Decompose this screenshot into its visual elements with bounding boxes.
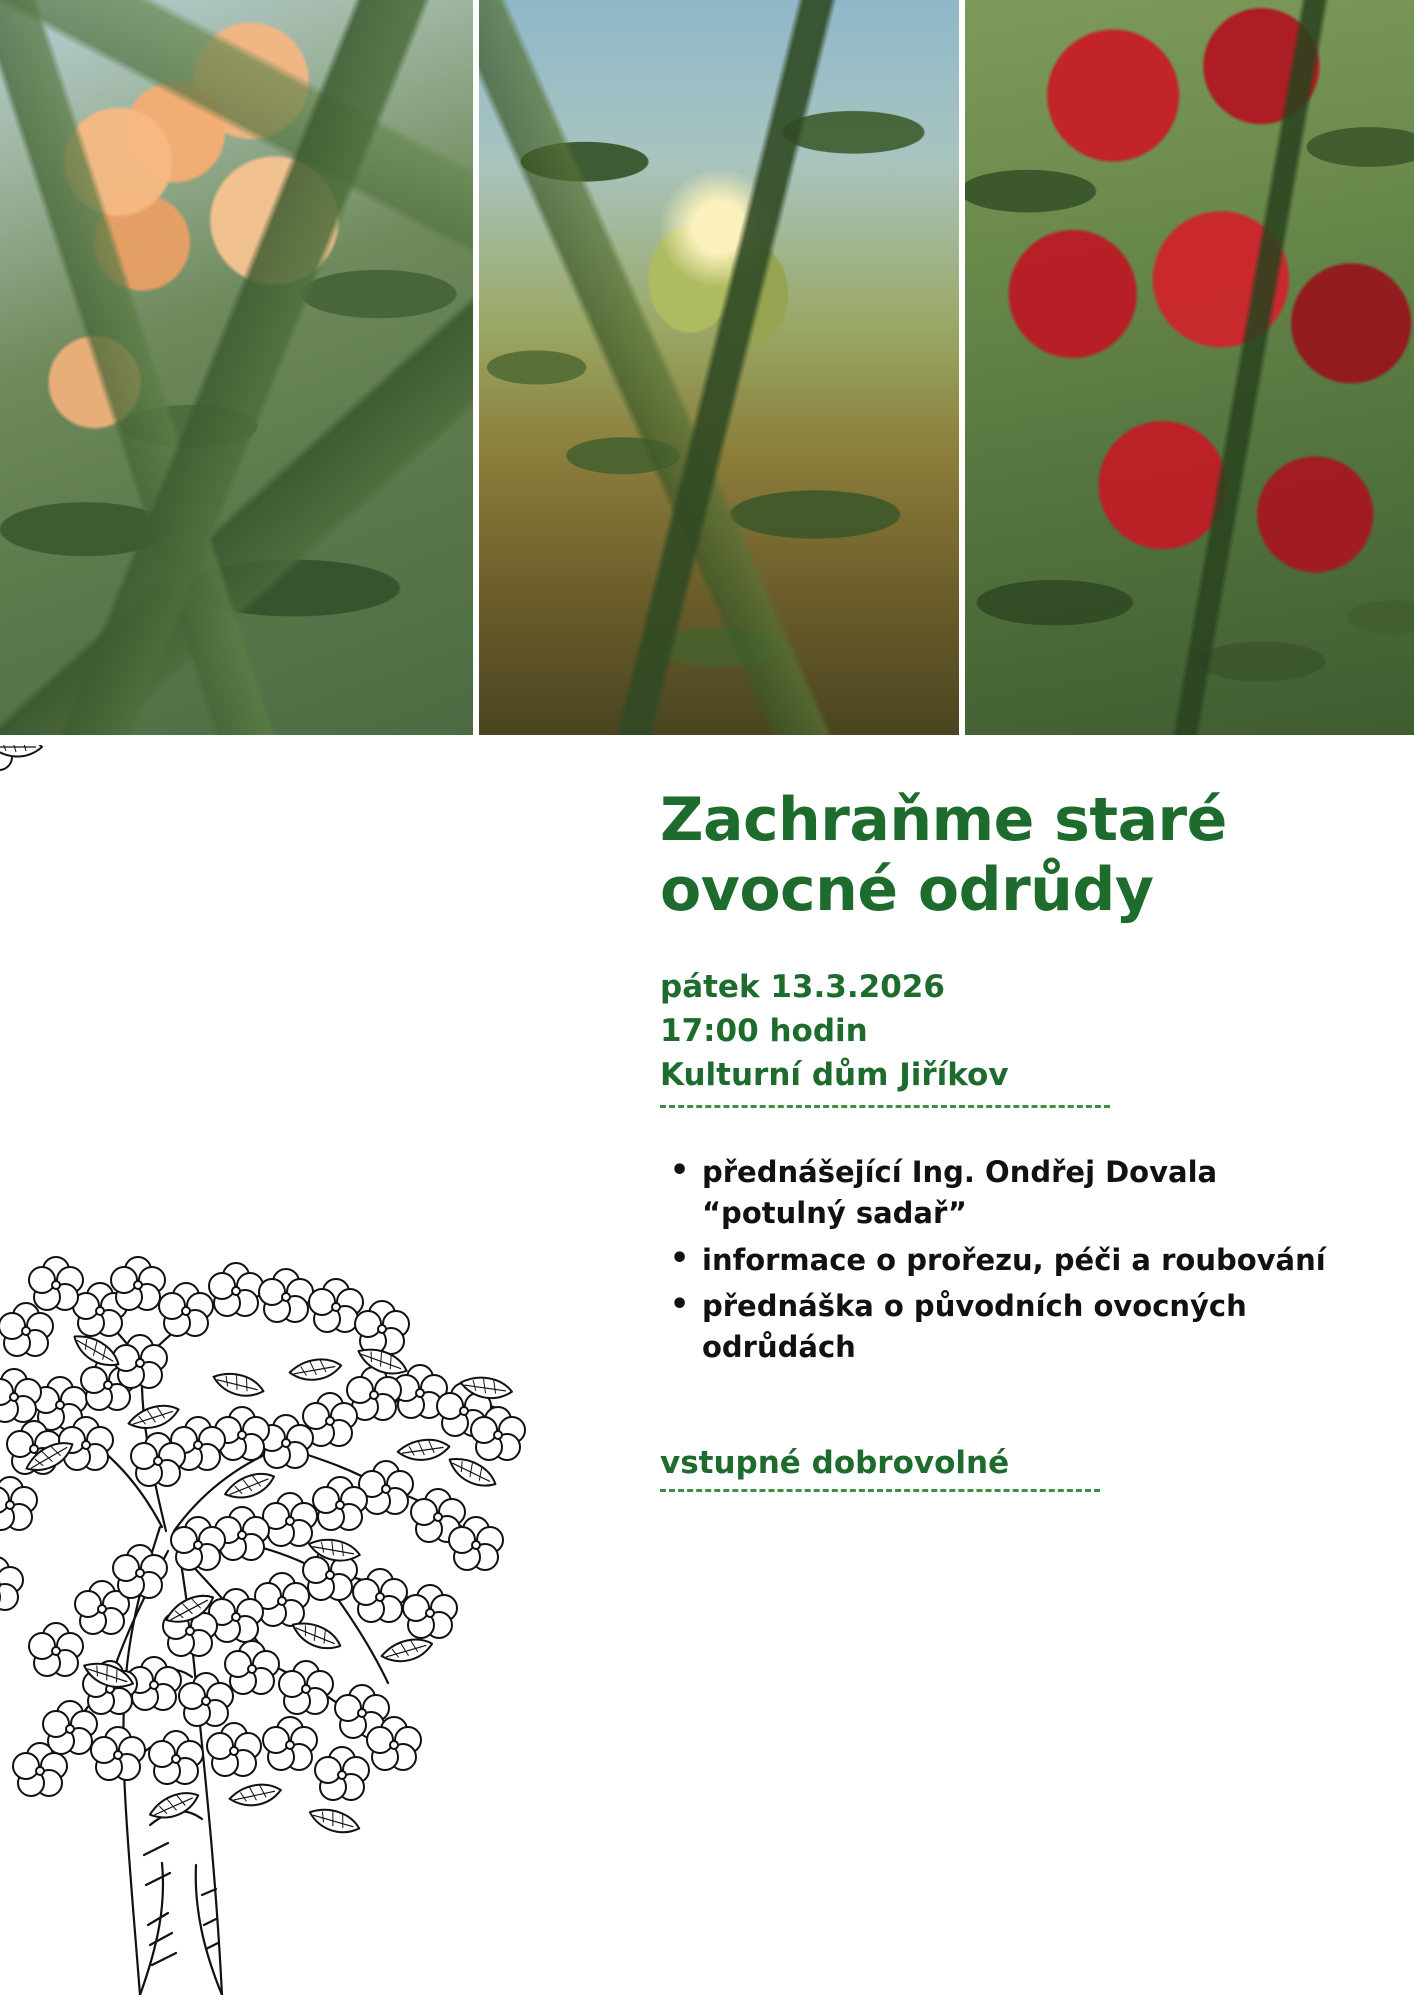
headline-line-2: ovocné odrůdy [660,855,1154,926]
apple-photo [965,0,1414,735]
entry-fee-note: vstupné dobrovolné [660,1445,1010,1482]
event-date: pátek 13.3.2026 [660,969,945,1006]
blossoming-tree-illustration [0,745,630,1995]
peach-foliage-overlay [0,0,473,735]
list-item: • informace o prořezu, péči a roubování [660,1240,1360,1281]
photo-strip [0,0,1414,735]
apple-foliage-overlay [965,0,1414,735]
program-list [660,1152,1360,1367]
pear-photo [479,0,959,735]
event-details [660,965,1360,1097]
poster-body [0,735,1414,2000]
divider-under-event [660,1105,1110,1108]
list-item: • přednášející Ing. Ondřej Dovala “potulný sadař” [660,1152,1360,1233]
page-title [660,785,1360,925]
poster-text-column [660,785,1360,1492]
divider-under-entry-fee [660,1489,1100,1492]
event-venue: Kulturní dům Jiříkov [660,1057,1009,1094]
headline-line-1: Zachraňme staré [660,785,1227,855]
list-item: • přednáška o původních ovocných odrůdách [660,1286,1360,1367]
peach-photo [0,0,473,735]
event-time: 17:00 hodin [660,1013,868,1050]
pear-foliage-overlay [479,0,959,735]
